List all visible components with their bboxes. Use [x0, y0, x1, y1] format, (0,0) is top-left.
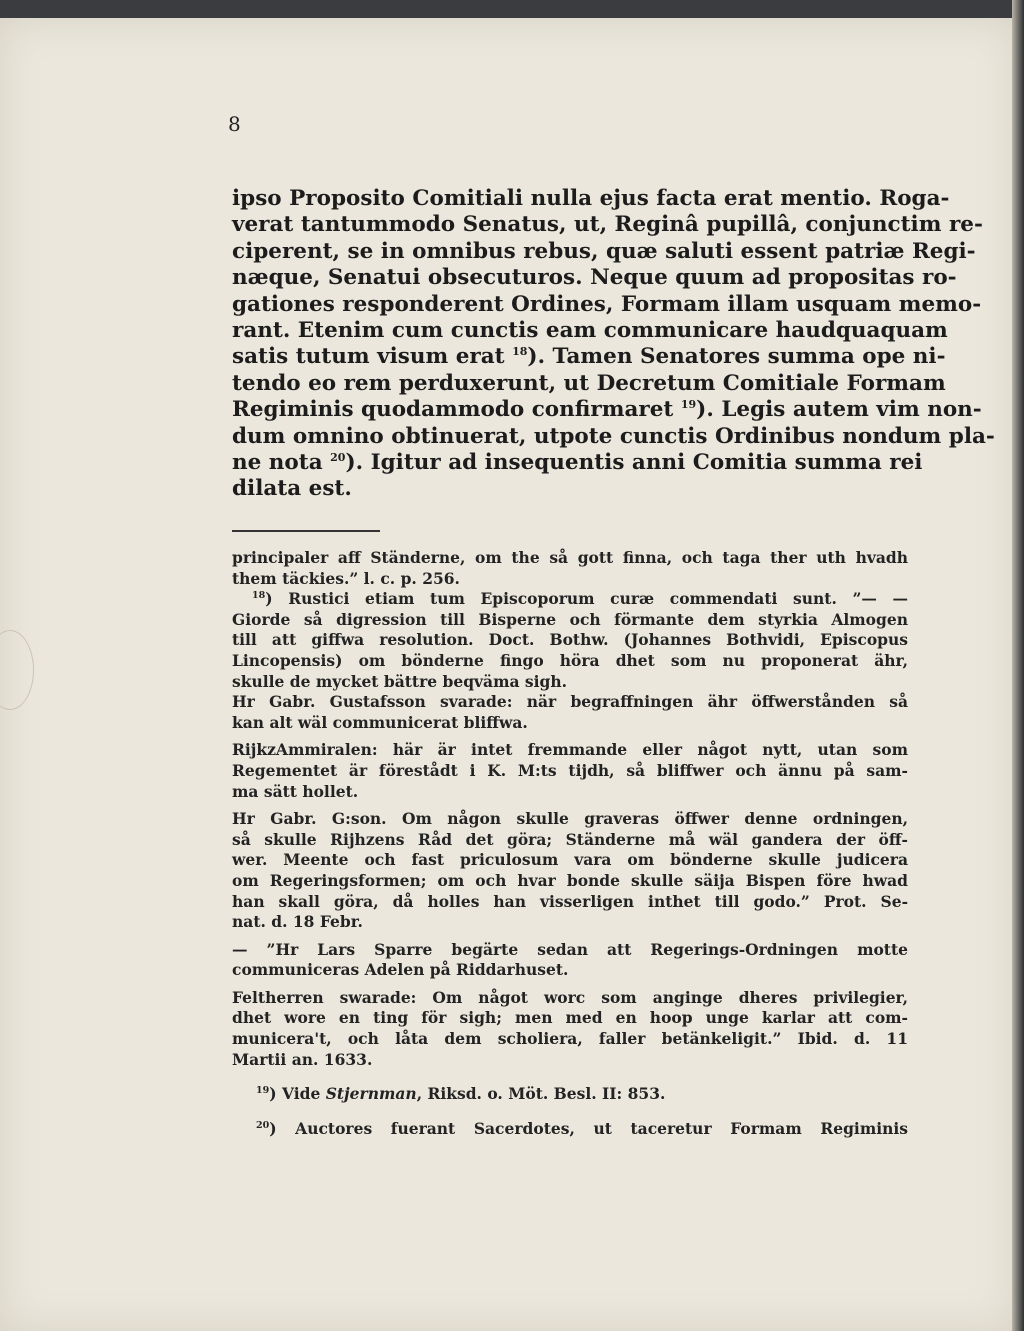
main-text-segment: satis tutum visum erat [232, 344, 513, 370]
footnote-line: skulle de mycket bättre beqväma sigh. [232, 671, 568, 691]
main-text-line [232, 344, 946, 370]
footnote-ref-20[interactable]: 20 [330, 450, 346, 464]
footnote-text: ) Vide [269, 1084, 326, 1104]
footnote-line: RijkzAmmiralen: här är intet fremmande eller något nytt, utan som [232, 740, 908, 760]
footnote-19 [232, 1084, 908, 1105]
main-text-segment: ne nota [232, 449, 331, 475]
footnote-line: ma sätt hollet. [232, 781, 359, 801]
main-text-line: gationes responderent Ordines, Formam illam usquam memo- [232, 291, 982, 317]
footnote-line: Feltherren swarade: Om något worc som anginge dheres privilegier, [232, 987, 908, 1007]
footnote-line: Giorde så digression till Bisperne och förmante dem styrkia Almogen [232, 609, 908, 629]
main-text-line [232, 449, 923, 476]
main-text-line: ciperent, se in omnibus rebus, quæ saluti essent patriæ Regi- [232, 238, 976, 264]
footnote-line: Hr Gabr. G:son. Om någon skulle graveras öffwer denne ordningen, [232, 809, 908, 829]
main-text-line [232, 397, 982, 423]
footnote-line: så skulle Rijhzens Råd det göra; Ständerne må wäl gandera der öff- [232, 829, 908, 849]
main-text-line: dum omnino obtinuerat, utpote cunctis Ordinibus nondum pla- [232, 423, 995, 449]
footnote-20 [232, 1119, 908, 1140]
page-number: 8 [228, 112, 241, 136]
footnote-number: 18 [252, 590, 266, 602]
footnote-line: municera't, och låta dem scholiera, faller betänkeligit.” Ibid. d. 11 [232, 1029, 908, 1049]
footnote-line: till att giffwa resolution. Doct. Bothw. (Johannes Bothvidi, Episcopus [232, 630, 908, 650]
footnote-number: 19 [256, 1085, 270, 1097]
main-text-segment: Regiminis quodammodo confirmaret [232, 397, 681, 423]
footnotes [232, 548, 908, 1139]
main-text-line: ipso Proposito Comitiali nulla ejus facta erat mentio. Roga- [232, 186, 950, 211]
footnote-line: Martii an. 1633. [232, 1049, 373, 1069]
footnote-18 [232, 589, 908, 610]
footnote-line: nat. d. 18 Febr. [232, 912, 363, 932]
binding-mark [0, 630, 34, 710]
page-edge [1012, 0, 1024, 1331]
footnote-line: dhet wore en ting för sigh; men med en hoop unge karlar att com- [232, 1008, 908, 1028]
main-text-line: næque, Senatui obsecuturos. Neque quum ad propositas ro- [232, 265, 957, 291]
footnote-line: om Regeringsformen; om och hvar bonde skulle säija Bispen före hwad [232, 870, 908, 890]
footnote-separator [232, 530, 380, 532]
footnote-text: , Riksd. o. Möt. Besl. II: 853. [416, 1084, 666, 1104]
book-page [0, 18, 1016, 1331]
main-text [232, 186, 995, 503]
footnote-line: Lincopensis) om bönderne fingo höra dhet som nu proponerat ähr, [232, 650, 908, 670]
footnote-line: han skall göra, då holles han visserligen inthet till godo.” Prot. Se- [232, 891, 908, 911]
footnote-ref-18[interactable]: 18 [512, 345, 528, 359]
main-text-line: verat tantummodo Senatus, ut, Reginâ pupillâ, conjunctim re- [232, 212, 983, 238]
footnote-line: Regementet är förestådt i K. M:ts tijdh, så bliffwer och ännu på sam- [232, 760, 908, 780]
footnote-line: — ”Hr Lars Sparre begärte sedan att Regerings-Ordningen motte [232, 939, 908, 959]
footnote-line: wer. Meente och fast priculosum vara om bönderne skulle judicera [232, 850, 908, 870]
footnote-line: principaler aff Ständerne, om the så gott finna, och taga ther uth hvadh [232, 548, 908, 567]
main-text-line: dilata est. [232, 476, 352, 502]
footnote-line: communiceras Adelen på Riddarhuset. [232, 960, 569, 980]
footnote-author: Stjernman [325, 1084, 417, 1104]
footnote-number: 20 [256, 1119, 270, 1131]
footnote-line: kan alt wäl communicerat bliffwa. [232, 712, 528, 732]
main-text-segment: ). Legis autem vim non- [696, 397, 982, 423]
main-text-segment: ). Igitur ad insequentis anni Comitia summa rei [345, 449, 923, 475]
main-text-line: tendo eo rem perduxerunt, ut Decretum Comitiale Formam [232, 370, 946, 396]
main-text-line: rant. Etenim cum cunctis eam communicare haudquaquam [232, 317, 948, 343]
main-text-segment: ). Tamen Senatores summa ope ni- [527, 344, 946, 370]
footnote-text: ) Rustici etiam tum Episcoporum curæ commendati sunt. ”— — [265, 589, 908, 609]
footnote-line: them täckies.” l. c. p. 256. [232, 568, 460, 588]
footnote-line: Hr Gabr. Gustafsson svarade: när begraffningen ähr öffwerstånden så [232, 692, 908, 712]
footnote-ref-19[interactable]: 19 [680, 398, 697, 412]
footnote-text: ) Auctores fuerant Sacerdotes, ut taceretur Formam Regiminis [269, 1118, 908, 1138]
